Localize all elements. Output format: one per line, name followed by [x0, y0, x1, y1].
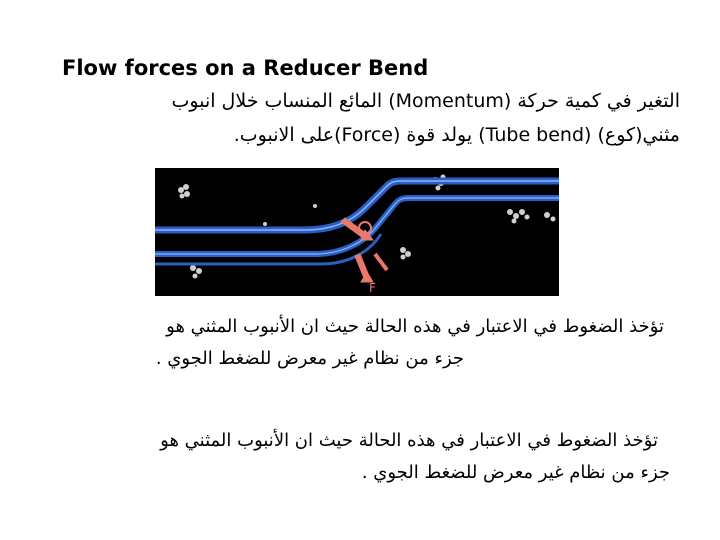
tube-inner-wall — [155, 198, 559, 254]
intro-line-2: مثني(كوع) (Tube bend) يولد قوة (Force)على الانبوب. — [233, 124, 680, 146]
bend-diagram — [155, 168, 559, 296]
paragraph-2-line-1: تؤخذ الضغوط في الاعتبار في هذه الحالة حيث ان الأنبوب المثني هو — [160, 430, 658, 451]
paragraph-1-line-2: جزء من نظام غير معرض للضغط الجوي . — [155, 348, 464, 369]
tube-outer-highlight — [155, 181, 559, 230]
reducer-bend-figure — [155, 168, 559, 296]
paragraph-1-line-1: تؤخذ الضغوط في الاعتبار في هذه الحالة حيث ان الأنبوب المثني هو — [166, 316, 664, 337]
tube-outer-wall — [155, 181, 559, 230]
intro-line-1: التغير في كمية حركة (Momentum) المائع المنساب خلال انبوب — [171, 90, 680, 112]
paragraph-2-line-2: جزء من نظام غير معرض للضغط الجوي . — [361, 462, 670, 483]
slide-title: Flow forces on a Reducer Bend — [62, 56, 429, 80]
force-label: F — [369, 281, 376, 295]
